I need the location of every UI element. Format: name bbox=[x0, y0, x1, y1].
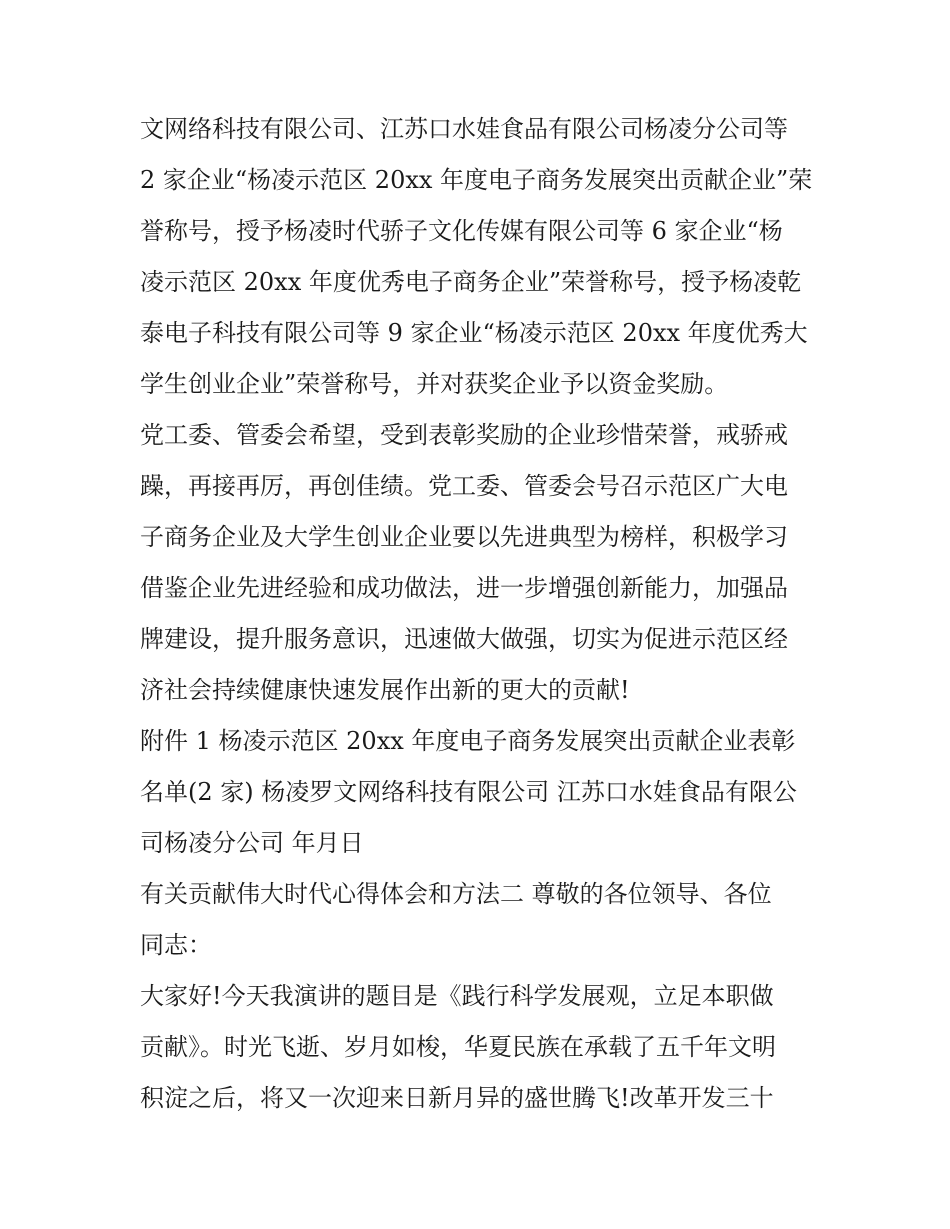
text-line: 济社会持续健康快速发展作出新的更大的贡献! bbox=[140, 676, 630, 704]
text-line: 躁，再接再厉，再创佳绩。党工委、管委会号召示范区广大电 bbox=[140, 472, 788, 500]
text-line: 党工委、管委会希望，受到表彰奖励的企业珍惜荣誉，戒骄戒 bbox=[140, 421, 788, 449]
text-line: 贡献》。时光飞逝、岁月如梭，华夏民族在承载了五千年文明 bbox=[140, 1033, 776, 1061]
text-line: 誉称号，授予杨凌时代骄子文化传媒有限公司等 6 家企业“杨 bbox=[140, 217, 783, 245]
text-line: 借鉴企业先进经验和成功做法，进一步增强创新能力，加强品 bbox=[140, 574, 788, 602]
text-line: 大家好!今天我演讲的题目是《践行科学发展观，立足本职做 bbox=[140, 982, 774, 1010]
text-line: 积淀之后，将又一次迎来日新月异的盛世腾飞!改革开发三十 bbox=[140, 1084, 774, 1112]
text-line: 凌示范区 20xx 年度优秀电子商务企业”荣誉称号，授予杨凌乾 bbox=[140, 268, 802, 296]
text-line: 2 家企业“杨凌示范区 20xx 年度电子商务发展突出贡献企业”荣 bbox=[140, 166, 813, 194]
text-line: 附件 1 杨凌示范区 20xx 年度电子商务发展突出贡献企业表彰 bbox=[140, 727, 796, 755]
text-line: 文网络科技有限公司、江苏口水娃食品有限公司杨凌分公司等 bbox=[140, 115, 788, 143]
paragraph-speech-title bbox=[140, 869, 820, 971]
paragraph-hope bbox=[140, 410, 820, 716]
text-line: 学生创业企业”荣誉称号，并对获奖企业予以资金奖励。 bbox=[140, 370, 729, 398]
text-line: 子商务企业及大学生创业企业要以先进典型为榜样，积极学习 bbox=[140, 523, 788, 551]
text-line: 泰电子科技有限公司等 9 家企业“杨凌示范区 20xx 年度优秀大 bbox=[140, 319, 808, 347]
paragraph-award-list bbox=[140, 104, 820, 410]
text-line: 牌建设，提升服务意识，迅速做大做强，切实为促进示范区经 bbox=[140, 625, 788, 653]
text-line: 司杨凌分公司 年月日 bbox=[140, 829, 364, 857]
text-line: 同志： bbox=[140, 931, 212, 959]
paragraph-speech-body bbox=[140, 971, 820, 1124]
paragraph-attachment bbox=[140, 716, 820, 869]
text-line: 有关贡献伟大时代心得体会和方法二 尊敬的各位领导、各位 bbox=[140, 880, 772, 908]
text-line: 名单(2 家) 杨凌罗文网络科技有限公司 江苏口水娃食品有限公 bbox=[140, 778, 797, 806]
document-body bbox=[140, 104, 820, 1124]
